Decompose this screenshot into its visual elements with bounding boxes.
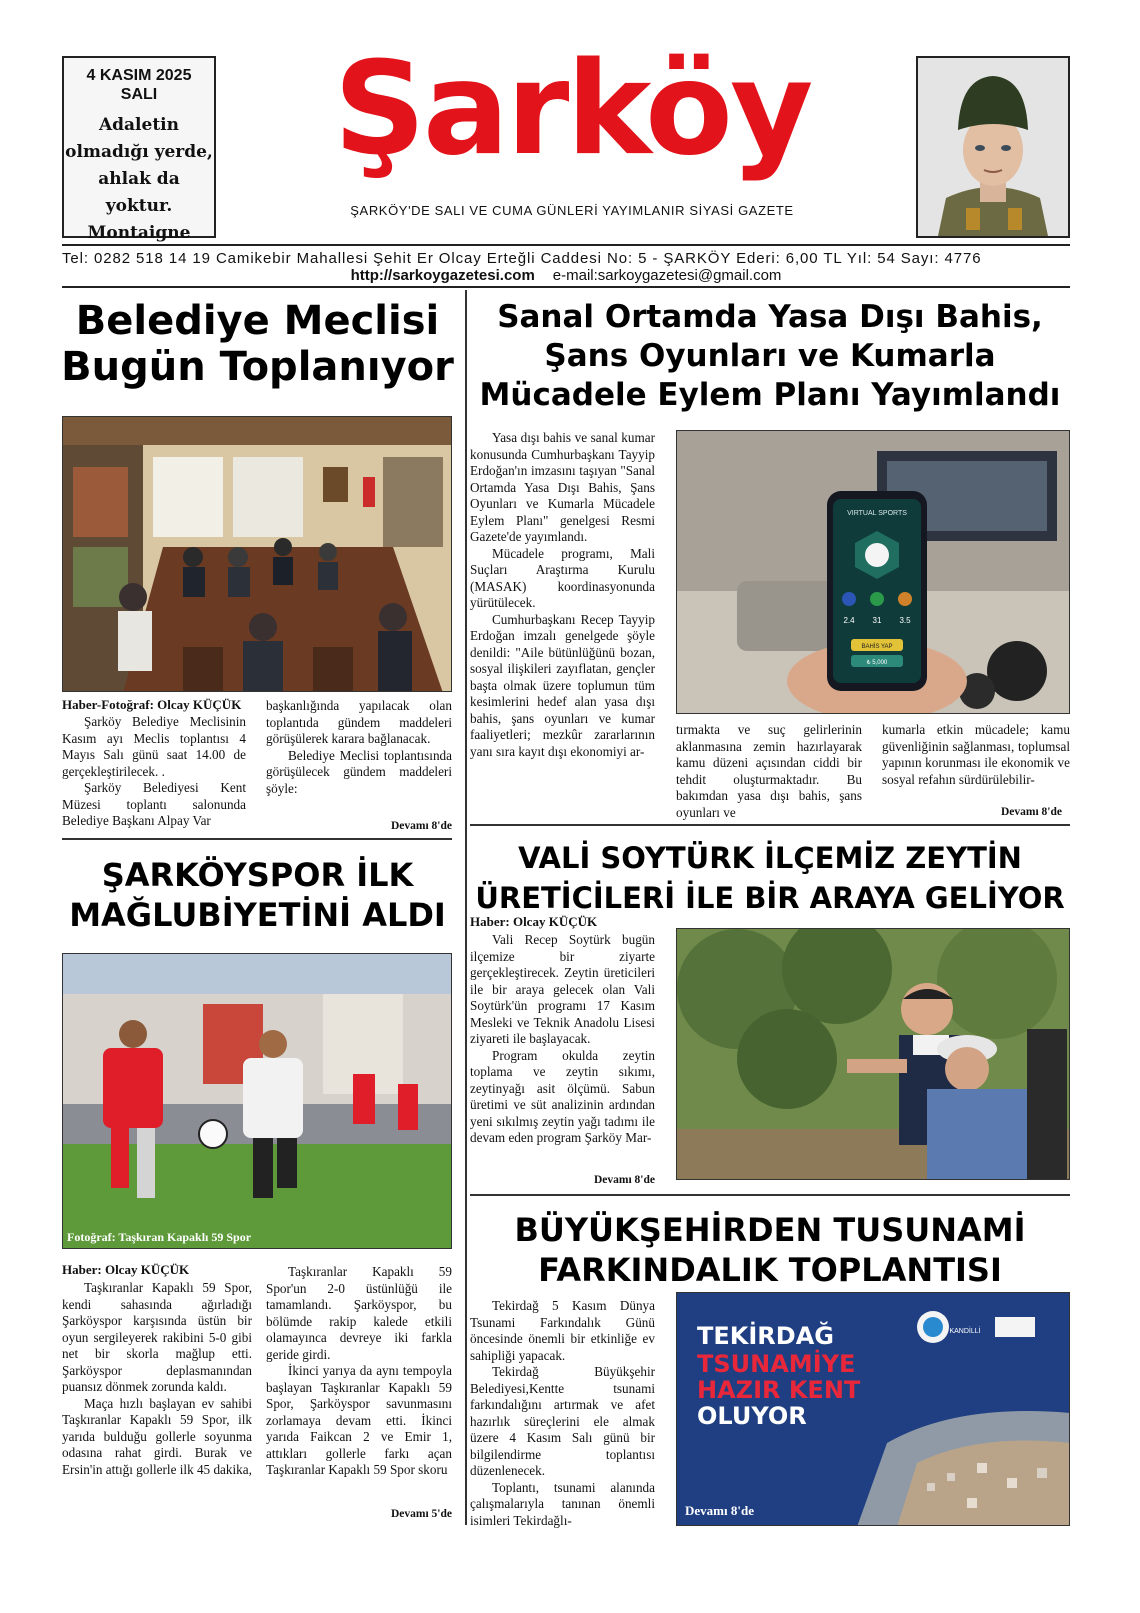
tsunami-poster[interactable]	[676, 1292, 1070, 1526]
quote	[64, 112, 214, 247]
council-meeting-photo[interactable]	[62, 416, 452, 692]
headline-line: BÜYÜKŞEHİRDEN TUSUNAMİ	[514, 1211, 1026, 1249]
poster-line1: TEKİRDAĞ	[697, 1322, 834, 1350]
paragraph: başkanlığında yapılacak olan toplantıda gündem maddeleri görüşülerek karara bağlanacak.	[266, 698, 452, 746]
story4-col1	[470, 932, 655, 1147]
paragraph: Maça hızlı başlayan ev sahibi Taşkıranlar Kapaklı 59 Spor, ilk yarıda bulduğu gollerle soyunma odasına rahat girdi. Burak ve Ersin'in attığı gollerle ilk 45 dakika,	[62, 1395, 252, 1477]
poster-line3: HAZIR KENT	[697, 1376, 861, 1404]
paragraph: Taşkıranlar Kapaklı 59 Spor'un 2-0 üstünlüğü ile tamamlandı. Şarköyspor, bu bölümde rakip kalede etkili olamayınca devreye iki farkla geride girdi.	[266, 1264, 452, 1362]
story4-headline[interactable]	[470, 838, 1070, 918]
story5-headline[interactable]	[470, 1210, 1070, 1290]
odd-value: 2.4	[843, 616, 855, 625]
phone-image	[677, 431, 1070, 714]
quote-line: ahlak da yoktur.	[98, 169, 180, 216]
story3-col1	[62, 1280, 252, 1478]
story3-byline: Haber: Olcay KÜÇÜK	[62, 1262, 190, 1277]
headline-line: VALİ SOYTÜRK İLÇEMİZ ZEYTİN	[518, 841, 1022, 875]
story2-col3: kumarla etkin mücadele; kamu güvenliğinin sağlanması, toplumsal yapının korunması ile ekonomik ve sosyal refahın sürdürülebilir-	[882, 722, 1070, 787]
issue-date: 4 KASIM 2025	[86, 67, 192, 84]
headline-line: Şans Oyunları ve Kumarla	[544, 338, 996, 374]
paragraph: Yasa dışı bahis ve sanal kumar konusunda Cumhurbaşkanı Tayyip Erdoğan'ın imzasını taşıyan "Sanal Ortamda Yasa Dışı Bahis, Şans Oyunları ve Kumarla Mücadele Eylem Planı" genelgesi Resmi Gazete'de yayımlandı.	[470, 430, 655, 544]
contact-line: Tel: 0282 518 14 19 Camikebir Mahallesi Şehit Er Olcay Erteğli Caddesi No: 5 - ŞARKÖY Ederi: 6,00 TL Yıl: 54 Sayı: 4776	[62, 250, 982, 267]
paragraph: İkinci yarıya da aynı tempoyla başlayan Taşkıranlar Kapaklı 59 Spor, Şarköyspor savunmasını zorlamaya devam etti. İkinci yarıda Faikcan 2 ve Emir 1, attıkları gollerle farkı açan Taşkıranlar Kapaklı 59 Spor skoru	[266, 1363, 452, 1477]
portrait-image	[918, 58, 1068, 236]
paragraph: Program okulda zeytin toplama ve zeytin sıkımı, zeytinyağı asit ölçümü. Sabun üretimi ve süt analizinin ardından yeni sıkılmış zeytin yağı tadımı ile devam eden program Şarköy Mar-	[470, 1047, 655, 1145]
column-divider	[465, 290, 467, 1525]
quote-line: Adaletin	[98, 115, 180, 135]
story4-continued[interactable]: Devamı 8'de	[593, 1174, 655, 1186]
phone-title: VIRTUAL SPORTS	[847, 510, 907, 517]
tagline: ŞARKÖY'DE SALI VE CUMA GÜNLERİ YAYIMLANIR SİYASİ GAZETE	[350, 203, 794, 218]
headline-line: Belediye Meclisi	[75, 298, 440, 344]
story5-continued[interactable]: Devamı 8'de	[685, 1503, 754, 1518]
paragraph: Cumhurbaşkanı Recep Tayyip Erdoğan imzalı genelgede şöyle denildi: "Aile bütünlüğünü bozan, sosyal ilişkileri zayıflatan, gençler başta olmak üzere toplumun tüm kesimlerini hedef alan yasa dışı bahis, şans oyunları ve kumar faaliyetleri; mezkûr zararlarının yanı sıra kayıt dışı ekonomiyi ar-	[470, 611, 655, 759]
poster-line4: OLUYOR	[697, 1402, 807, 1430]
paragraph: Şarköy Belediye Meclisinin Kasım ayı Meclis toplantısı 4 Mayıs Salı günü saat 14.00 de gerçekleştirilecek. .	[62, 714, 246, 779]
quote-author: Montaigne	[87, 223, 191, 243]
paragraph: Belediye Meclisi toplantısında görüşülecek gündem maddeleri şöyle:	[266, 747, 452, 796]
story1-col1	[62, 714, 246, 830]
headline-line: Bugün Toplanıyor	[61, 344, 454, 390]
paragraph: Vali Recep Soytürk bugün ilçemize bir ziyarte gerçekleştirecek. Zeytin üreticileri ile bir araya gelecek olan Vali Soytürk'ün programı 17 Kasım Mesleki ve Teknik Anadolu Lisesi ziyareti ile başlayacak.	[470, 932, 655, 1046]
paragraph: Mücadele programı, Mali Suçları Araştırma Kurulu (MASAK) koordinasyonunda yürütülecek.	[470, 545, 655, 610]
headline-line: Mücadele Eylem Planı Yayımlandı	[479, 377, 1061, 413]
story3-continued[interactable]: Devamı 5'de	[390, 1508, 452, 1520]
email-link[interactable]: e-mail:sarkoygazetesi@gmail.com	[552, 267, 782, 284]
date-quote-box	[62, 56, 216, 243]
issue-day: SALI	[120, 86, 158, 103]
paragraph: Taşkıranlar Kapaklı 59 Spor, kendi sahasında ağırladığı Şarköyspor karşısında üstün bir oyun sergileyerek rakibini 5-0 gibi net bir skorla mağlup etti. Şarköyspor deplasmanından puansız dönmek zorunda kaldı.	[62, 1280, 252, 1394]
bet-button: BAHİS YAP	[861, 644, 893, 650]
odd-value: 31	[872, 616, 882, 625]
headline-line: Sanal Ortamda Yasa Dışı Bahis,	[497, 299, 1043, 335]
story2-continued[interactable]: Devamı 8'de	[1000, 806, 1062, 818]
poster-logo-text: KANDİLLİ	[949, 1328, 981, 1335]
paragraph: Tekirdağ Büyükşehir Belediyesi,Kentte tsunami farkındalığını artırmak ve afet hazırlık süreçlerini ele almak üzere 4 Kasım Salı günü bir bilgilendirme toplantısı düzenlenecek.	[470, 1364, 655, 1478]
story1-headline[interactable]	[55, 298, 460, 390]
contact-web	[62, 267, 1070, 284]
poster-line2: TSUNAMİYE	[697, 1350, 856, 1378]
ataturk-portrait	[916, 56, 1070, 238]
masthead-logo: Şarköy	[333, 35, 811, 184]
story5-col1	[470, 1298, 655, 1529]
olive-image	[677, 929, 1070, 1180]
quote-line: olmadığı yerde,	[65, 142, 213, 162]
match-image	[63, 954, 452, 1249]
paragraph: Şarköy Belediyesi Kent Müzesi toplantı salonunda Belediye Başkanı Alpay Var	[62, 780, 246, 828]
story3-headline[interactable]	[55, 855, 460, 935]
story2-col1	[470, 430, 655, 760]
photo-caption: Fotoğraf: Taşkıran Kapaklı 59 Spor	[67, 1230, 252, 1244]
story2-col2: tırmakta ve suç gelirlerinin aklanmasına zemin hazırlayarak kamu düzeni açısından ciddi bir tehdit oluşturmaktadır. Bu bakımdan yasa dışı bahis, şans oyunları ve	[676, 722, 862, 820]
story1-continued[interactable]: Devamı 8'de	[390, 820, 452, 832]
story1-byline: Haber-Fotoğraf: Olcay KÜÇÜK	[62, 697, 242, 712]
paragraph: Toplantı, tsunami alanında çalışmalarıyla tanınan önemli isimleri Tekirdağlı-	[470, 1479, 655, 1528]
story4-byline: Haber: Olcay KÜÇÜK	[470, 914, 598, 929]
story3-col2	[266, 1264, 452, 1479]
paragraph: Tekirdağ 5 Kasım Dünya Tsunami Farkındalık Günü öncesinde önemli bir etkinliğe ev sahipliği yapacak.	[470, 1298, 655, 1363]
odd-value: 3.5	[899, 616, 911, 625]
story1-col2	[266, 698, 452, 797]
website-link[interactable]: http://sarkoygazetesi.com	[350, 267, 535, 284]
olive-harvest-photo[interactable]	[676, 928, 1070, 1180]
bet-amount: ₺ 5,000	[866, 660, 888, 666]
story2-headline[interactable]	[470, 298, 1070, 415]
headline-line: ÜRETİCİLERİ İLE BİR ARAYA GELİYOR	[475, 881, 1065, 915]
football-match-photo[interactable]	[62, 953, 452, 1249]
headline-line: MAĞLUBİYETİNİ ALDI	[69, 896, 446, 934]
headline-line: ŞARKÖYSPOR İLK	[101, 856, 414, 894]
meeting-room-image	[63, 417, 452, 692]
betting-phone-photo[interactable]	[676, 430, 1070, 714]
headline-line: FARKINDALIK TOPLANTISI	[538, 1251, 1002, 1289]
